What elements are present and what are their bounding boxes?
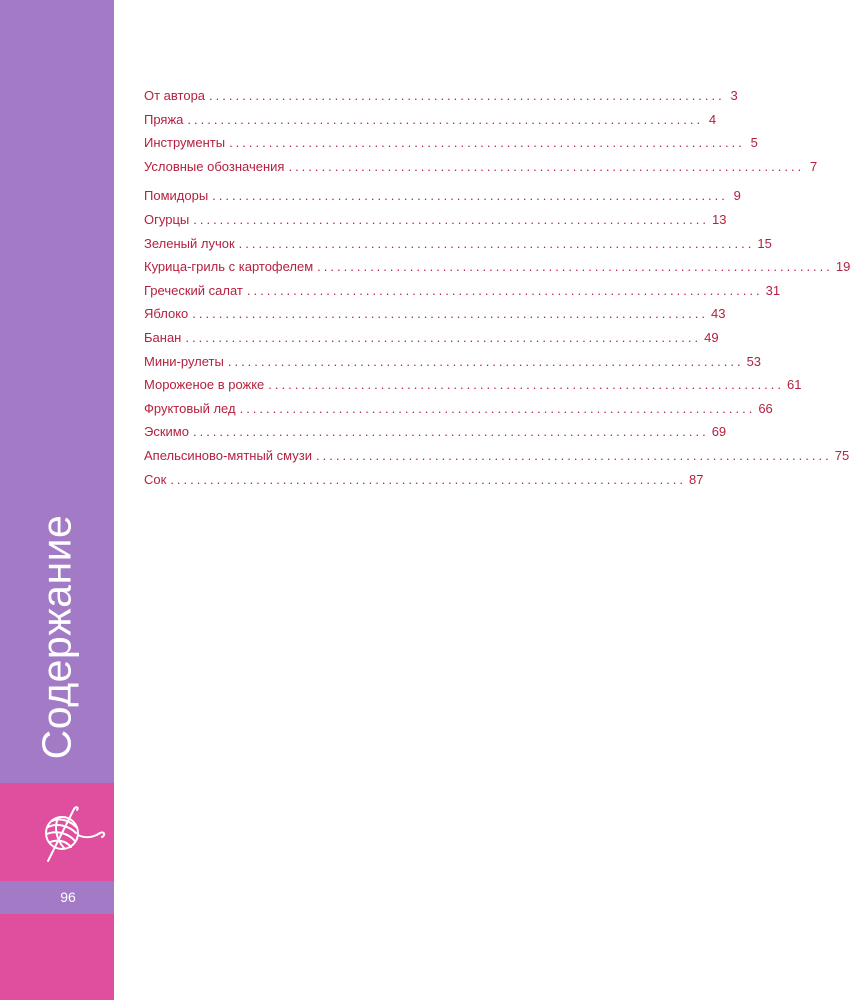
toc-entry-page: 13: [711, 211, 727, 227]
toc-entry[interactable]: [144, 155, 818, 179]
toc-entry-title: Курица-гриль с картофелем: [144, 259, 314, 275]
toc-entry-title: Эскимо: [144, 424, 189, 440]
toc-entry[interactable]: [144, 84, 738, 108]
toc-entry-page: 4: [708, 111, 717, 127]
toc-entry-title: Мини-рулеты: [144, 353, 224, 369]
page-number: 96: [60, 889, 76, 905]
toc-entry-page: 3: [730, 88, 738, 103]
yarn-ball-crochet-hook-icon: [38, 803, 110, 867]
toc-entry[interactable]: [144, 108, 717, 132]
toc-leader-dots: ..............................................................................: [238, 235, 755, 251]
toc-entry[interactable]: [144, 184, 741, 208]
toc-entry[interactable]: [144, 232, 772, 256]
toc-entry-title: Банан: [144, 329, 182, 345]
toc-entry-title: Огурцы: [144, 211, 190, 227]
toc-entry-page: 9: [733, 188, 741, 204]
toc-leader-dots: ..............................................................................: [229, 135, 745, 151]
toc-entry[interactable]: [144, 444, 850, 468]
toc-entry-page: 49: [704, 329, 719, 345]
toc-entry[interactable]: [144, 255, 850, 279]
toc-entry[interactable]: [144, 326, 719, 350]
toc-entry-title: Сок: [144, 471, 167, 487]
toc-entry-page: 31: [765, 282, 781, 298]
toc-entry-page: 19: [835, 259, 850, 275]
toc-entry-page: 66: [758, 400, 773, 416]
toc-entry-title: Мороженое в рожке: [144, 377, 265, 393]
toc-entry-page: 87: [689, 471, 704, 487]
toc-entry[interactable]: [144, 279, 781, 303]
table-of-contents: [144, 84, 850, 491]
toc-entry-title: От автора: [144, 88, 206, 103]
toc-entry[interactable]: [144, 131, 758, 155]
toc-entry-title: Фруктовый лед: [144, 400, 236, 416]
toc-leader-dots: ..............................................................................: [316, 447, 832, 463]
toc-entry-title: Условные обозначения: [144, 158, 285, 174]
toc-entry-title: Инструменты: [144, 135, 226, 151]
toc-entry-page: 61: [787, 377, 802, 393]
toc-entry-page: 75: [834, 447, 850, 463]
toc-leader-dots: ..............................................................................: [317, 259, 833, 275]
toc-leader-dots: ..............................................................................: [209, 88, 725, 103]
toc-entry-title: Помидоры: [144, 188, 209, 204]
sidebar-bottom-block: [0, 914, 114, 1000]
toc-entry-title: Пряжа: [144, 111, 184, 127]
toc-entry[interactable]: [144, 208, 727, 232]
toc-entry-page: 5: [750, 135, 758, 151]
toc-leader-dots: ..............................................................................: [193, 211, 709, 227]
toc-entry-title: Зеленый лучок: [144, 235, 235, 251]
toc-leader-dots: ..............................................................................: [212, 188, 728, 204]
toc-leader-dots: ..............................................................................: [192, 424, 709, 440]
toc-leader-dots: ..............................................................................: [246, 282, 763, 298]
toc-entry-title: Греческий салат: [144, 282, 243, 298]
toc-entry-page: 69: [711, 424, 727, 440]
toc-leader-dots: ..............................................................................: [185, 329, 702, 345]
toc-entry-page: 53: [746, 353, 762, 369]
toc-leader-dots: ..............................................................................: [227, 353, 744, 369]
toc-entry-title: Апельсиново-мятный смузи: [144, 447, 312, 463]
toc-leader-dots: ..............................................................................: [239, 400, 756, 416]
toc-entry[interactable]: [144, 397, 773, 421]
toc-entry-page: 43: [711, 306, 726, 322]
toc-entry[interactable]: [144, 468, 704, 492]
toc-leader-dots: ..............................................................................: [268, 377, 785, 393]
toc-entry[interactable]: [144, 373, 802, 397]
toc-entry[interactable]: [144, 350, 762, 374]
toc-entry-page: 7: [809, 158, 818, 174]
toc-entry[interactable]: [144, 420, 727, 444]
toc-leader-dots: ..............................................................................: [170, 471, 687, 487]
toc-entry[interactable]: [144, 302, 726, 326]
toc-entry-page: 15: [757, 235, 772, 251]
toc-leader-dots: ..............................................................................: [192, 306, 709, 322]
toc-entry-title: Яблоко: [144, 306, 189, 322]
toc-leader-dots: ..............................................................................: [288, 158, 805, 174]
toc-leader-dots: ..............................................................................: [187, 111, 704, 127]
section-title: Содержание: [33, 514, 80, 760]
